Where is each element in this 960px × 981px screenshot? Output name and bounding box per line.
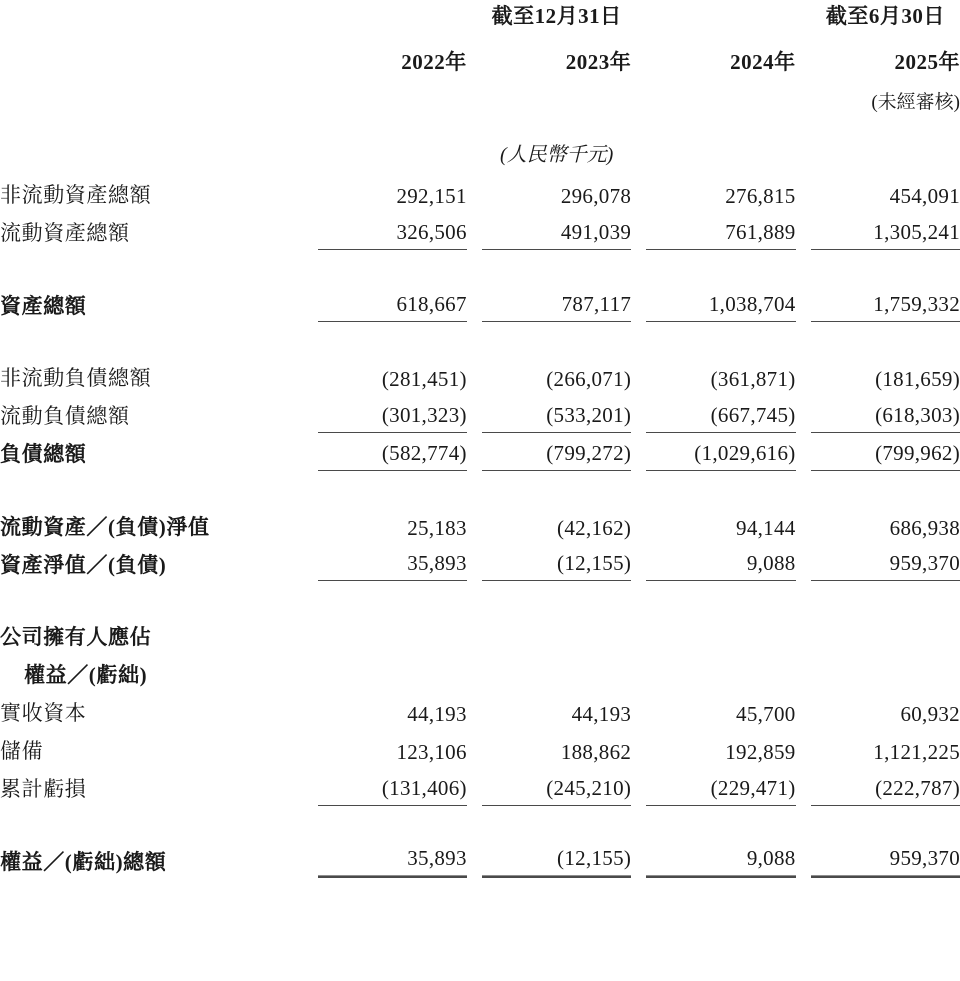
row-value-2024年: 192,859 xyxy=(725,740,796,764)
column-gap xyxy=(796,615,811,653)
column-gap xyxy=(796,173,811,211)
column-gap xyxy=(796,691,811,729)
column-gap xyxy=(796,432,811,470)
row-label: 流動資產／(負債)淨值 xyxy=(0,514,210,539)
row-value-2025年: 454,091 xyxy=(889,184,960,208)
row-label: 非流動負債總額 xyxy=(0,366,152,390)
header-currency-unit: (人民幣千元) xyxy=(499,144,614,166)
column-gap xyxy=(631,691,646,729)
row-value-2022年: (281,451) xyxy=(381,367,467,391)
header-gap-2 xyxy=(631,34,646,79)
row-label: 權益／(虧絀)總額 xyxy=(0,849,167,874)
row-value-2022年: (582,774) xyxy=(318,432,467,470)
row-value-2025年: (181,659) xyxy=(875,367,960,391)
row-value-2023年: (42,162) xyxy=(557,515,632,540)
row-value-2024年: (1,029,616) xyxy=(646,432,795,470)
column-gap xyxy=(631,173,646,211)
row-value-2025年: 60,932 xyxy=(900,702,960,726)
row-spacer-cell xyxy=(0,249,960,284)
row-value-2022年 xyxy=(318,615,467,653)
row-label: 權益／(虧絀) xyxy=(24,663,148,687)
header-year-row xyxy=(0,34,960,79)
header-span-dec31: 截至12月31日 xyxy=(491,4,622,28)
row-value-2023年: (12,155) xyxy=(482,840,631,878)
header-unaudited-note: (未經審核) xyxy=(871,92,960,113)
column-gap xyxy=(631,394,646,432)
row-value-2024年 xyxy=(646,653,795,691)
header-unit-blank-right xyxy=(811,116,960,173)
row-value-2025年: 959,370 xyxy=(811,840,960,878)
row-spacer-cell xyxy=(0,581,960,616)
table-row xyxy=(0,615,960,653)
column-gap xyxy=(631,543,646,581)
row-value-2022年: 326,506 xyxy=(318,211,467,249)
row-value-2025年: (222,787) xyxy=(811,767,960,805)
row-value-2024年: 9,088 xyxy=(646,840,795,878)
row-value-2022年: 35,893 xyxy=(318,840,467,878)
table-row xyxy=(0,840,960,878)
column-gap xyxy=(467,653,482,691)
header-unit-row xyxy=(0,116,960,173)
column-gap xyxy=(467,394,482,432)
row-spacer xyxy=(0,805,960,840)
column-gap xyxy=(631,211,646,249)
header-unit-gap xyxy=(796,116,811,173)
row-value-2022年: (301,323) xyxy=(318,394,467,432)
row-value-2022年: 25,183 xyxy=(407,515,467,540)
column-gap xyxy=(796,840,811,878)
column-gap xyxy=(467,211,482,249)
row-value-2022年: (131,406) xyxy=(318,767,467,805)
row-value-2022年: 618,667 xyxy=(318,284,467,322)
column-gap xyxy=(467,691,482,729)
column-gap xyxy=(467,615,482,653)
row-spacer-cell xyxy=(0,322,960,357)
row-label: 累計虧損 xyxy=(0,777,87,801)
column-gap xyxy=(467,505,482,543)
column-gap xyxy=(467,729,482,767)
row-value-2024年: (667,745) xyxy=(646,394,795,432)
column-gap xyxy=(467,284,482,322)
column-gap xyxy=(796,505,811,543)
header-span-gap xyxy=(796,0,811,34)
header-year-2024: 2024年 xyxy=(730,50,796,74)
row-label: 非流動資產總額 xyxy=(0,183,152,207)
row-label: 資產淨值／(負債) xyxy=(0,552,167,577)
column-gap xyxy=(796,729,811,767)
header-gap-3 xyxy=(796,34,811,79)
column-gap xyxy=(796,767,811,805)
column-gap xyxy=(631,432,646,470)
row-value-2023年: 296,078 xyxy=(560,184,632,208)
header-span-jun30: 截至6月30日 xyxy=(825,4,945,28)
row-spacer xyxy=(0,249,960,284)
row-value-2025年: 1,759,332 xyxy=(811,284,960,322)
row-label: 資產總額 xyxy=(0,293,87,318)
row-value-2025年: 686,938 xyxy=(889,515,960,540)
column-gap xyxy=(631,840,646,878)
table-row xyxy=(0,767,960,805)
column-gap xyxy=(631,615,646,653)
row-value-2023年 xyxy=(482,653,631,691)
header-year-2023: 2023年 xyxy=(565,50,632,74)
table-row xyxy=(0,729,960,767)
row-value-2022年: 123,106 xyxy=(396,740,467,764)
table-row xyxy=(0,691,960,729)
row-value-2025年 xyxy=(811,615,960,653)
row-value-2024年: 276,815 xyxy=(725,184,796,208)
row-spacer xyxy=(0,322,960,357)
header-note-row xyxy=(0,79,960,116)
column-gap xyxy=(467,356,482,394)
column-gap xyxy=(631,505,646,543)
row-value-2024年: 761,889 xyxy=(646,211,795,249)
header-year-blank xyxy=(0,34,318,79)
table-body xyxy=(0,173,960,878)
column-gap xyxy=(467,173,482,211)
column-gap xyxy=(631,284,646,322)
column-gap xyxy=(467,840,482,878)
row-label: 實收資本 xyxy=(0,701,87,725)
row-value-2025年 xyxy=(811,653,960,691)
table-row xyxy=(0,284,960,322)
row-value-2025年: 1,121,225 xyxy=(873,740,960,764)
row-value-2023年: (533,201) xyxy=(482,394,631,432)
row-value-2025年: (618,303) xyxy=(811,394,960,432)
row-label: 流動負債總額 xyxy=(0,404,130,428)
row-value-2022年: 44,193 xyxy=(407,702,467,726)
header-year-2025: 2025年 xyxy=(894,50,960,74)
header-year-2022: 2022年 xyxy=(401,50,467,74)
column-gap xyxy=(631,356,646,394)
row-label: 流動資產總額 xyxy=(0,221,130,245)
column-gap xyxy=(631,729,646,767)
row-value-2025年: 1,305,241 xyxy=(811,211,960,249)
row-value-2022年: 292,151 xyxy=(396,184,467,208)
column-gap xyxy=(796,211,811,249)
row-spacer-cell xyxy=(0,805,960,840)
column-gap xyxy=(467,543,482,581)
row-spacer-cell xyxy=(0,470,960,505)
table-row xyxy=(0,211,960,249)
row-value-2024年: 45,700 xyxy=(736,702,796,726)
table-row xyxy=(0,432,960,470)
table-row xyxy=(0,394,960,432)
table-row xyxy=(0,356,960,394)
header-span-row xyxy=(0,0,960,34)
row-value-2023年: (799,272) xyxy=(482,432,631,470)
row-value-2024年: 1,038,704 xyxy=(646,284,795,322)
row-value-2023年: 188,862 xyxy=(560,740,632,764)
row-value-2023年: (245,210) xyxy=(482,767,631,805)
row-value-2025年: 959,370 xyxy=(811,543,960,581)
row-value-2023年: (266,071) xyxy=(546,367,632,391)
column-gap xyxy=(796,284,811,322)
row-value-2023年: (12,155) xyxy=(482,543,631,581)
row-value-2025年: (799,962) xyxy=(811,432,960,470)
column-gap xyxy=(796,394,811,432)
row-value-2024年: 9,088 xyxy=(646,543,795,581)
table-row xyxy=(0,653,960,691)
header-note-blank xyxy=(0,79,811,116)
column-gap xyxy=(631,653,646,691)
row-value-2023年: 491,039 xyxy=(482,211,631,249)
column-gap xyxy=(796,653,811,691)
row-value-2024年: 94,144 xyxy=(736,515,796,540)
row-value-2022年: 35,893 xyxy=(318,543,467,581)
row-value-2023年: 44,193 xyxy=(571,702,632,726)
column-gap xyxy=(796,543,811,581)
row-spacer xyxy=(0,581,960,616)
table-row xyxy=(0,505,960,543)
row-value-2024年: (229,471) xyxy=(646,767,795,805)
row-label: 公司擁有人應佔 xyxy=(0,625,152,649)
column-gap xyxy=(631,767,646,805)
row-value-2023年 xyxy=(482,615,631,653)
row-label: 負債總額 xyxy=(0,442,87,466)
header-unit-blank xyxy=(0,116,318,173)
row-value-2022年 xyxy=(318,653,467,691)
table-header xyxy=(0,0,960,173)
row-value-2023年: 787,117 xyxy=(482,284,631,322)
column-gap xyxy=(467,767,482,805)
table-row xyxy=(0,173,960,211)
row-value-2024年 xyxy=(646,615,795,653)
table-row xyxy=(0,543,960,581)
row-spacer xyxy=(0,470,960,505)
header-gap-1 xyxy=(467,34,482,79)
row-label: 儲備 xyxy=(0,739,44,763)
header-corner-blank xyxy=(0,0,318,34)
column-gap xyxy=(796,356,811,394)
column-gap xyxy=(467,432,482,470)
row-value-2024年: (361,871) xyxy=(710,367,796,391)
